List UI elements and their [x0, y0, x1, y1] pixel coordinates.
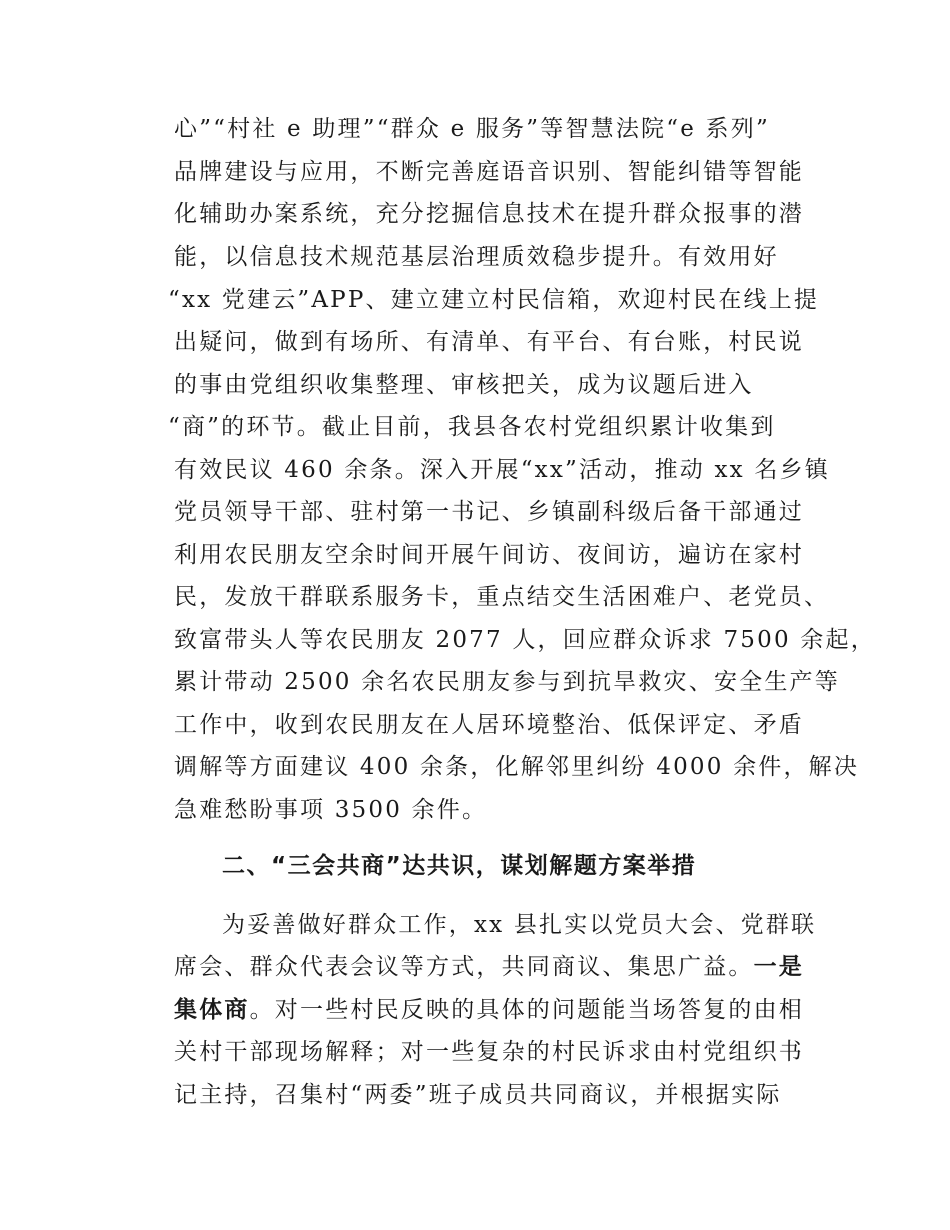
paragraph-line: 能，以信息技术规范基层治理质效稳步提升。有效用好	[174, 244, 779, 270]
paragraph-line: 急难愁盼事项 3500 余件。	[174, 797, 488, 823]
paragraph-line: 党员领导干部、驻村第一书记、乡镇副科级后备干部通过	[174, 499, 804, 525]
paragraph-line: 出疑问，做到有场所、有清单、有平台、有台账，村民说	[174, 329, 804, 355]
paragraph-line: 工作中，收到农民朋友在人居环境整治、低保评定、矛盾	[174, 712, 804, 738]
paragraph-line: 品牌建设与应用，不断完善庭语音识别、智能纠错等智能	[174, 159, 804, 185]
paragraph-line: 有效民议 460 余条。深入开展“xx”活动，推动 xx 名乡镇	[174, 457, 830, 483]
bold-label-collective: 集体商	[174, 997, 250, 1023]
paragraph-text: 。对一些村民反映的具体的问题能当场答复的由相	[249, 997, 805, 1023]
paragraph-line: 利用农民朋友空余时间开展午间访、夜间访，遍访在家村	[174, 542, 804, 568]
paragraph-line: 关村干部现场解释；对一些复杂的村民诉求由村党组织书	[174, 1039, 804, 1065]
bold-label-one: 一是	[753, 954, 805, 980]
paragraph-line: 记主持，召集村“两委”班子成员共同商议，并根据实际	[174, 1082, 782, 1108]
paragraph-line: 致富带头人等农民朋友 2077 人，回应群众诉求 7500 余起，	[174, 627, 876, 653]
paragraph-line: 的事由党组织收集整理、审核把关，成为议题后进入	[174, 372, 754, 398]
paragraph-line: 调解等方面建议 400 余条，化解邻里纠纷 4000 余件，解决	[174, 754, 860, 780]
section-heading: 二、“三会共商”达共识，谋划解题方案举措	[222, 853, 697, 879]
paragraph-line: “xx 党建云”APP、建立建立村民信箱，欢迎村民在线上提	[168, 287, 820, 313]
paragraph-line: 化辅助办案系统，充分挖掘信息技术在提升群众报事的潜	[174, 201, 804, 227]
paragraph-line	[174, 995, 814, 1025]
paragraph-line: 民，发放干群联系服务卡，重点结交生活困难户、老党员、	[174, 584, 830, 610]
paragraph-line: “商”的环节。截止目前，我县各农村党组织累计收集到	[168, 414, 776, 440]
paragraph-text: 席会、群众代表会议等方式，共同商议、集思广益。	[174, 954, 754, 980]
paragraph-line: 心”“村社 e 助理”“群众 e 服务”等智慧法院“e 系列”	[174, 116, 770, 142]
paragraph-line: 为妥善做好群众工作，xx 县扎实以党员大会、党群联	[222, 912, 817, 938]
paragraph-line	[174, 952, 814, 982]
paragraph-line: 累计带动 2500 余名农民朋友参与到抗旱救灾、安全生产等	[174, 669, 840, 695]
